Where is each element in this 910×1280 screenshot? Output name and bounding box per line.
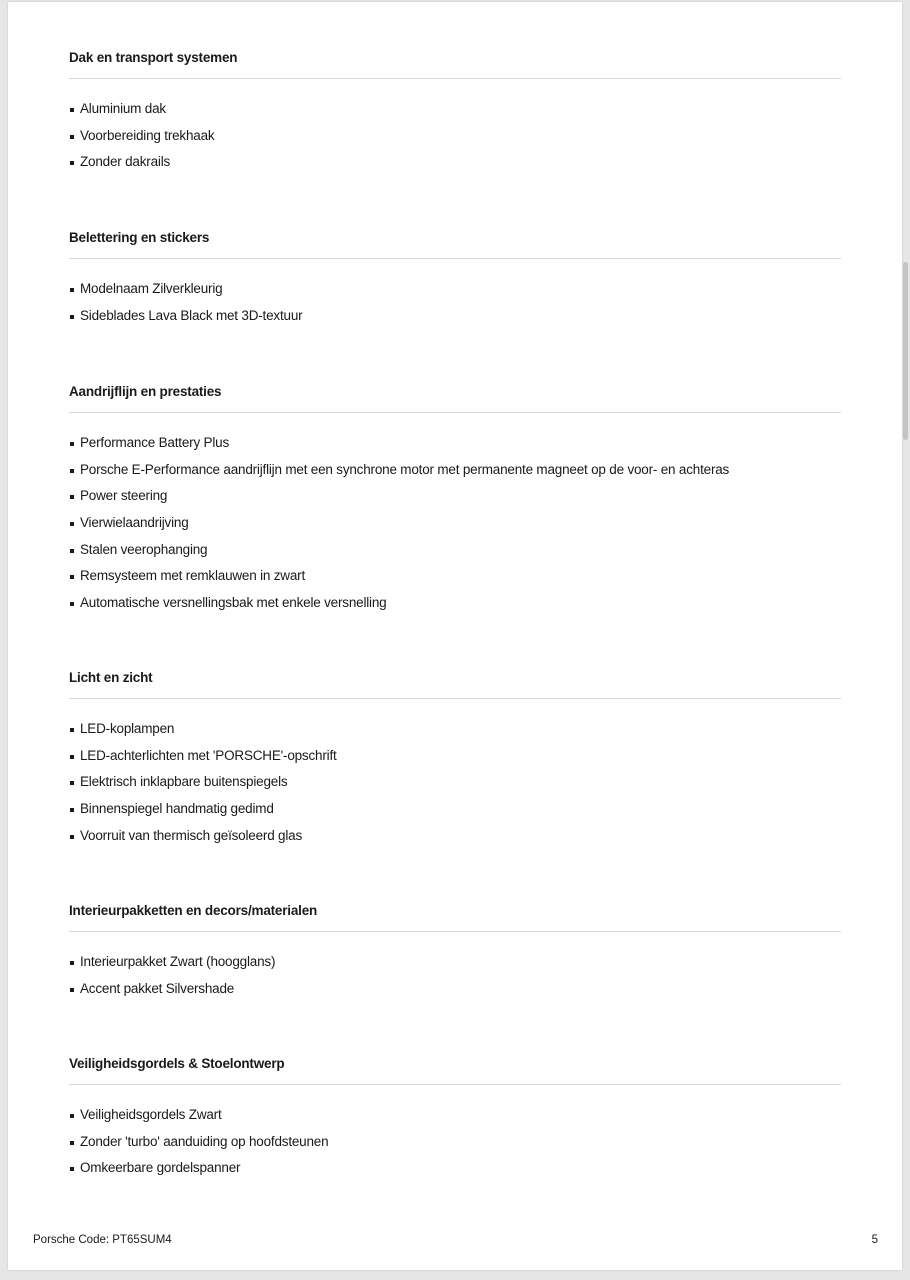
item-list xyxy=(69,276,841,329)
list-item xyxy=(69,510,841,537)
item-text: Veiligheidsgordels Zwart xyxy=(80,1107,222,1122)
list-item xyxy=(69,796,841,823)
item-text: LED-koplampen xyxy=(80,721,175,736)
bullet-icon xyxy=(70,1141,74,1145)
item-text: Accent pakket Silvershade xyxy=(80,980,235,996)
bullet-icon xyxy=(70,108,74,112)
item-text: Stalen veerophanging xyxy=(80,541,208,557)
bullet-icon xyxy=(70,522,74,526)
item-text: Sideblades Lava Black met 3D-textuur xyxy=(80,307,303,323)
section-lettering-stickers xyxy=(69,226,841,329)
list-item xyxy=(69,823,841,850)
item-list xyxy=(69,430,841,617)
bullet-icon xyxy=(70,602,74,606)
item-text: Voorruit van thermisch geïsoleerd glas xyxy=(80,827,303,843)
item-text: Aluminium dak xyxy=(80,101,166,116)
bullet-icon xyxy=(70,1167,74,1171)
item-text: Elektrisch inklapbare buitenspiegels xyxy=(80,774,288,790)
section-roof-transport xyxy=(69,46,841,176)
bullet-icon xyxy=(70,288,74,292)
section-divider xyxy=(69,698,841,699)
section-light-vision xyxy=(69,666,841,849)
section-title: Veiligheidsgordels & Stoelontwerp xyxy=(69,1056,285,1071)
list-item xyxy=(69,149,841,176)
list-item xyxy=(69,976,841,1003)
item-text: LED-achterlichten met 'PORSCHE'-opschrift xyxy=(80,747,337,763)
list-item xyxy=(69,537,841,564)
scrollbar-thumb[interactable] xyxy=(903,262,908,440)
item-text: Porsche E-Performance aandrijflijn met een synchrone motor met permanente magneet op de voor- en achteras xyxy=(80,461,730,477)
document-page xyxy=(8,2,902,1270)
bullet-icon xyxy=(70,469,74,473)
section-title: Dak en transport systemen xyxy=(69,50,238,65)
list-item xyxy=(69,1155,841,1182)
bullet-icon xyxy=(70,1114,74,1118)
item-list xyxy=(69,949,841,1002)
item-text: Power steering xyxy=(80,488,168,504)
section-divider xyxy=(69,931,841,932)
bullet-icon xyxy=(70,835,74,839)
item-text: Zonder dakrails xyxy=(80,154,171,170)
section-drivetrain-performance xyxy=(69,380,841,617)
bullet-icon xyxy=(70,988,74,992)
bullet-icon xyxy=(70,961,74,965)
item-list xyxy=(69,1102,841,1182)
section-title: Belettering en stickers xyxy=(69,230,210,245)
list-item xyxy=(69,123,841,150)
item-text: Zonder 'turbo' aanduiding op hoofdsteunen xyxy=(80,1133,329,1149)
item-list xyxy=(69,96,841,176)
item-text: Automatische versnellingsbak met enkele versnelling xyxy=(80,595,387,611)
list-item xyxy=(69,483,841,510)
item-text: Interieurpakket Zwart (hoogglans) xyxy=(80,954,276,969)
bullet-icon xyxy=(70,755,74,759)
list-item xyxy=(69,949,841,976)
porsche-code: Porsche Code: PT65SUM4 xyxy=(33,1234,172,1246)
item-text: Voorbereiding trekhaak xyxy=(80,127,215,143)
bullet-icon xyxy=(70,442,74,446)
item-text: Binnenspiegel handmatig gedimd xyxy=(80,801,274,817)
bullet-icon xyxy=(70,575,74,579)
list-item xyxy=(69,563,841,590)
list-item xyxy=(69,1129,841,1156)
section-title: Licht en zicht xyxy=(69,670,153,685)
bullet-icon xyxy=(70,549,74,553)
list-item xyxy=(69,457,841,484)
item-text: Performance Battery Plus xyxy=(80,435,230,450)
section-title: Interieurpakketten en decors/materialen xyxy=(69,903,318,918)
item-text: Vierwielaandrijving xyxy=(80,515,189,531)
item-text: Remsysteem met remklauwen in zwart xyxy=(80,568,306,584)
list-item xyxy=(69,96,841,123)
list-item xyxy=(69,276,841,303)
bullet-icon xyxy=(70,808,74,812)
bullet-icon xyxy=(70,728,74,732)
list-item xyxy=(69,303,841,330)
list-item xyxy=(69,590,841,617)
item-list xyxy=(69,716,841,849)
bullet-icon xyxy=(70,135,74,139)
bullet-icon xyxy=(70,781,74,785)
list-item xyxy=(69,743,841,770)
section-title: Aandrijflijn en prestaties xyxy=(69,384,222,399)
page-number: 5 xyxy=(871,1234,878,1246)
list-item xyxy=(69,430,841,457)
bullet-icon xyxy=(70,315,74,319)
section-interior-packages xyxy=(69,899,841,1002)
section-divider xyxy=(69,1084,841,1085)
list-item xyxy=(69,769,841,796)
item-text: Omkeerbare gordelspanner xyxy=(80,1160,241,1176)
section-divider xyxy=(69,412,841,413)
bullet-icon xyxy=(70,495,74,499)
item-text: Modelnaam Zilverkleurig xyxy=(80,281,223,296)
section-divider xyxy=(69,258,841,259)
section-seatbelts-seats xyxy=(69,1052,841,1182)
section-divider xyxy=(69,78,841,79)
bullet-icon xyxy=(70,161,74,165)
list-item xyxy=(69,1102,841,1129)
list-item xyxy=(69,716,841,743)
